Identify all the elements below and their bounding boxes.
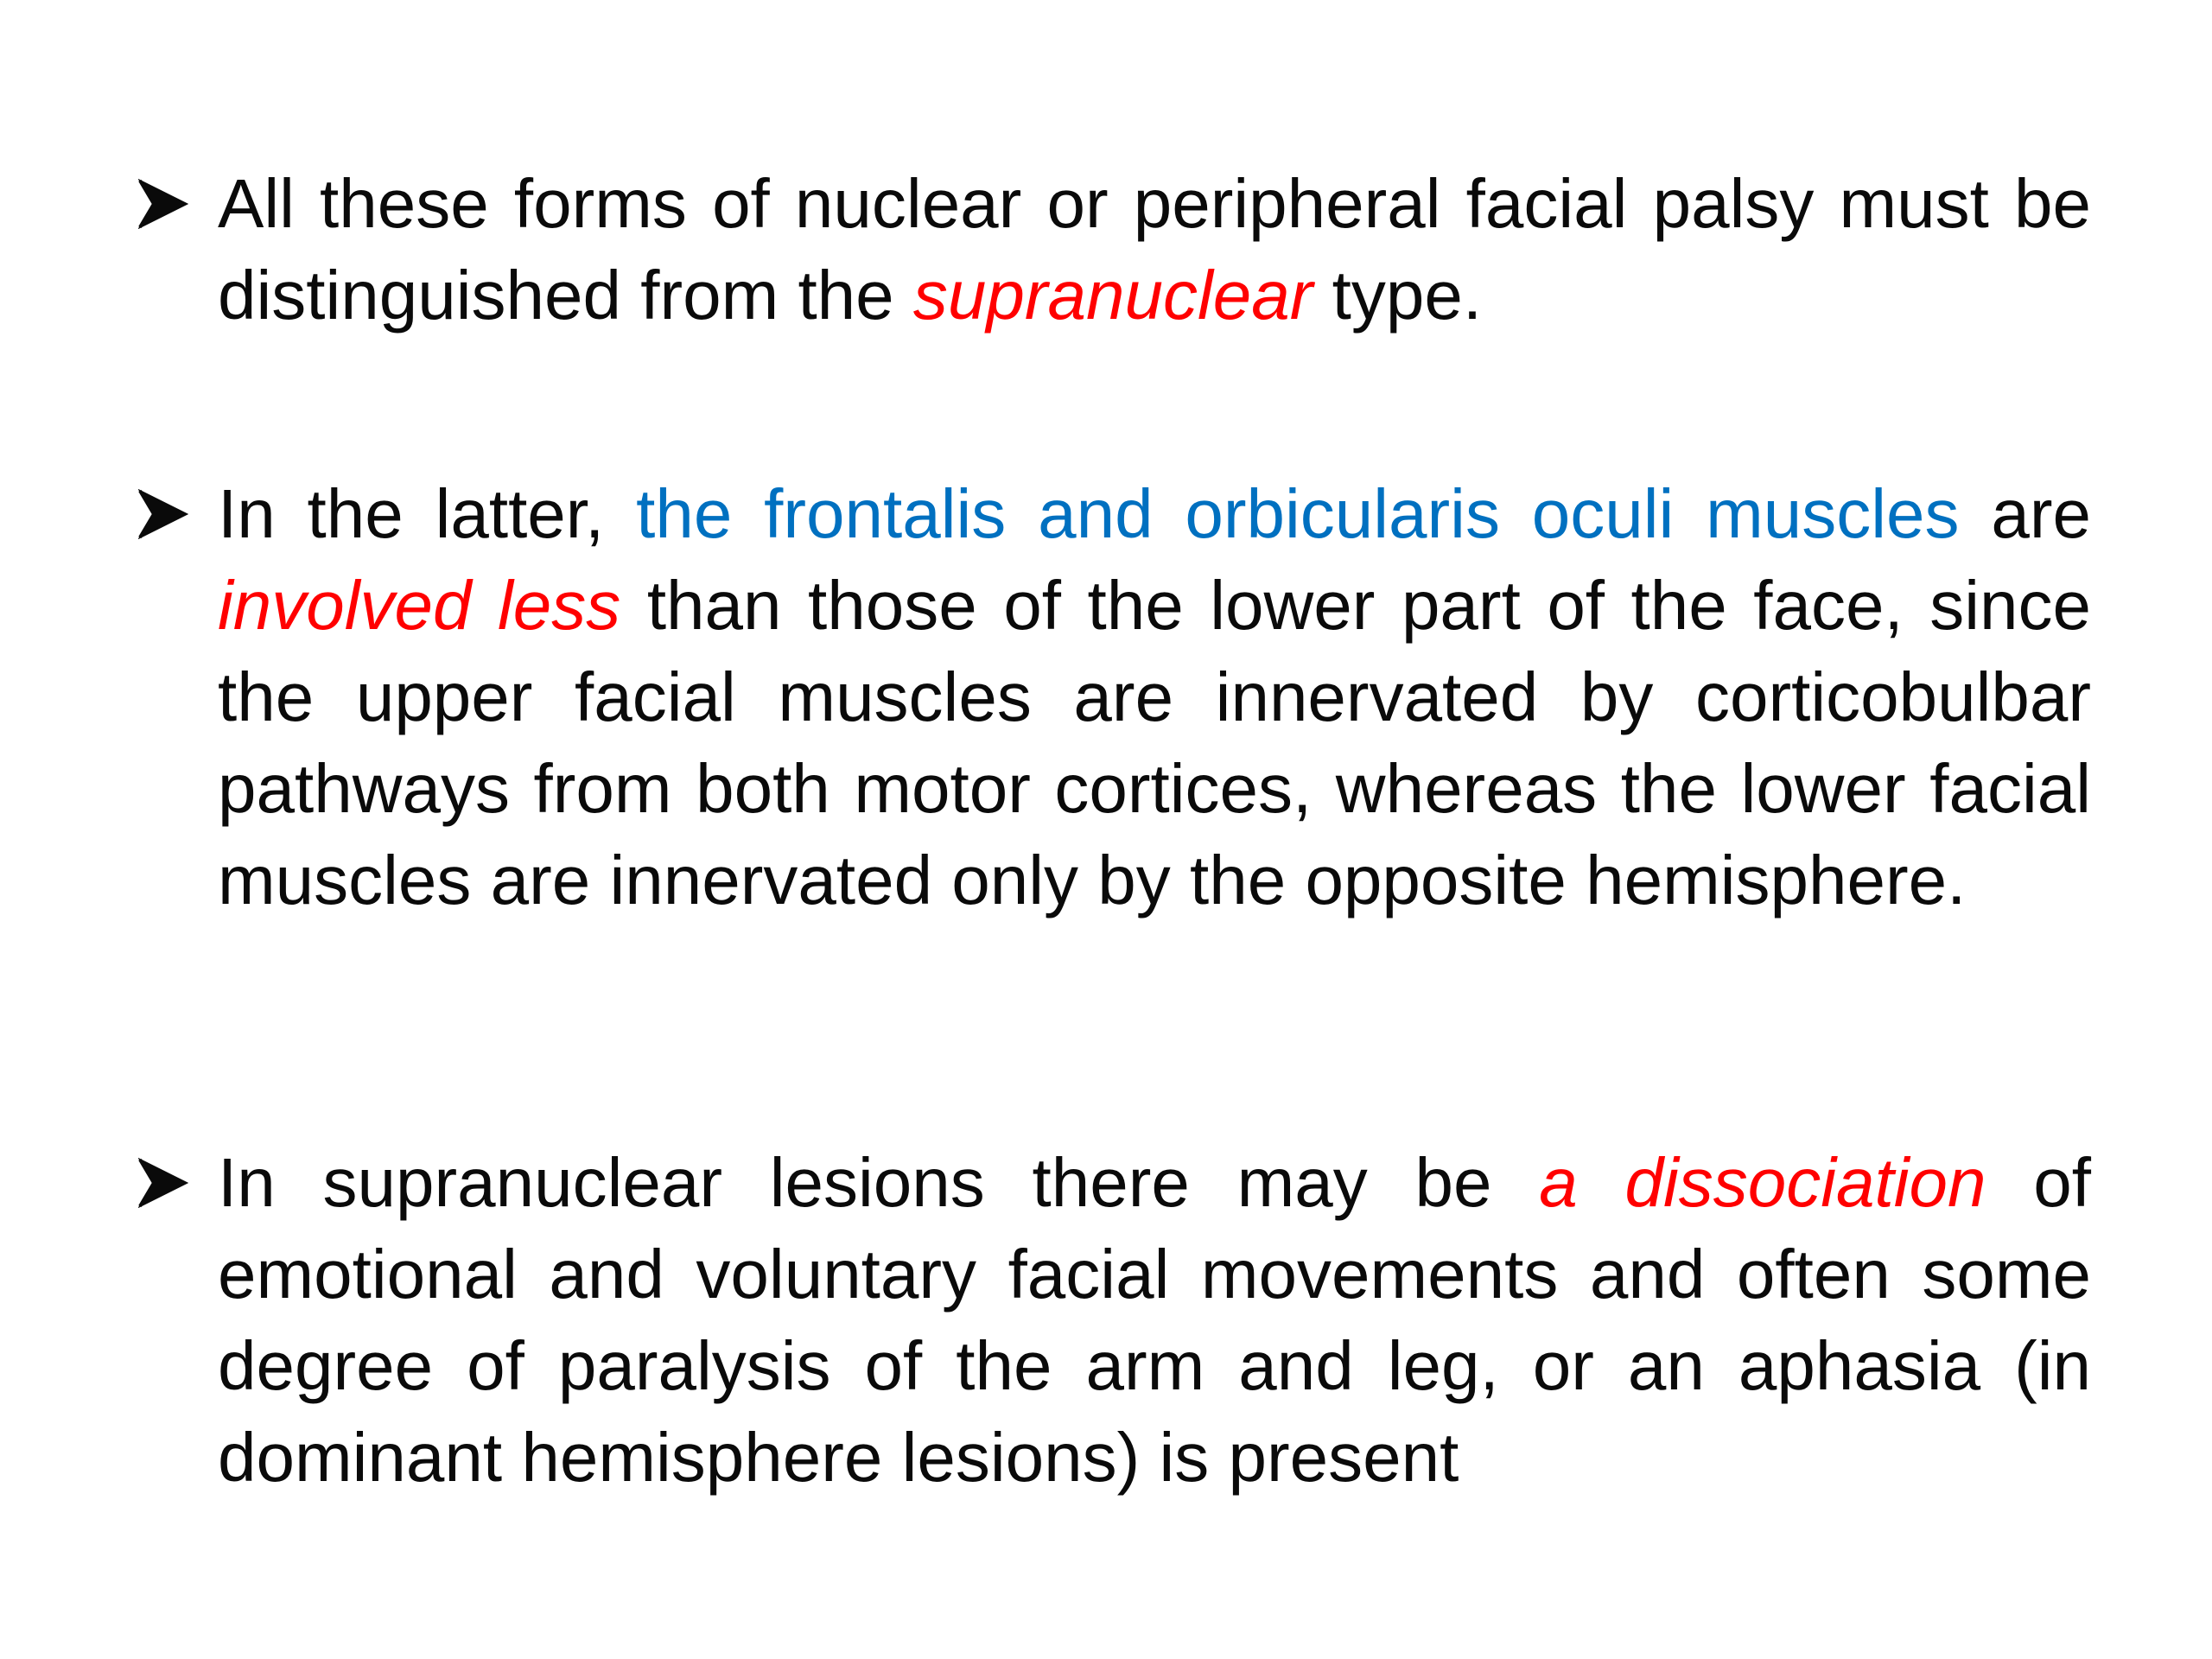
bullet-1-emphasis: supranuclear: [912, 257, 1313, 334]
bullet-item-1: [138, 158, 2091, 341]
bullet-2-text-a: In the latter,: [218, 475, 637, 552]
bullet-3-emphasis: a dissociation: [1539, 1144, 1986, 1221]
bullet-item-2: [138, 468, 2091, 926]
bullet-1-text-a: All these forms of nuclear or peripheral facial palsy must be distinguished from the: [218, 165, 2091, 334]
bullet-2-text-c: than those of the lower part of the face, since the upper facial muscles are innervated by corticobulbar pathways from both motor cortices, whereas the lower facial muscles are innervated only by the opposite hemisphere.: [218, 567, 2092, 918]
bullet-text-2: [218, 468, 2091, 926]
bullet-2-emphasis: involved less: [218, 567, 621, 644]
bullet-2-text-b: are: [1959, 475, 2092, 552]
bullet-1-text-b: type.: [1313, 257, 1483, 334]
arrow-bullet-icon: [138, 1137, 218, 1229]
bullet-text-1: [218, 158, 2091, 341]
arrow-bullet-icon: [138, 158, 218, 250]
bullet-2-highlight: the frontalis and orbicularis oculi muscles: [636, 475, 1960, 552]
bullet-item-3: [138, 1137, 2091, 1503]
bullet-text-3: [218, 1137, 2091, 1503]
bullet-3-text-b: of emotional and voluntary facial movements and often some degree of paralysis of the arm and leg, or an aphasia (in dominant hemisphere lesions) is present: [218, 1144, 2091, 1496]
arrow-bullet-icon: [138, 468, 218, 560]
bullet-3-text-a: In supranuclear lesions there may be: [218, 1144, 1540, 1221]
